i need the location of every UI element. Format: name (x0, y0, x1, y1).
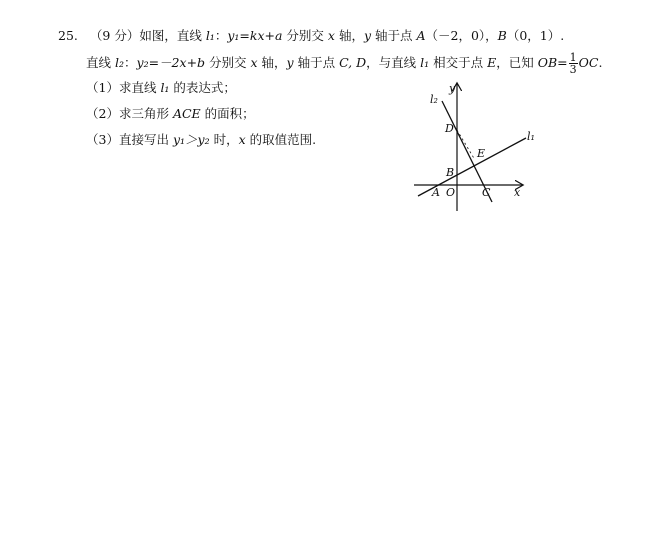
triangle-name: ACE (172, 106, 201, 121)
text: ， (485, 28, 498, 43)
segment-oc: OC (578, 55, 599, 70)
text: 如图，直线 (139, 28, 206, 43)
text: 轴于点 (293, 55, 340, 70)
text: . (560, 28, 565, 43)
text: 直接写出 (118, 132, 173, 147)
label-point-b: B (446, 166, 455, 179)
label-l2: l₂ (430, 93, 438, 106)
label-point-c: C (482, 186, 491, 199)
points-c-d: C, D (339, 55, 367, 70)
text: 分别交 (282, 28, 328, 43)
text: ： (214, 28, 228, 43)
problem-number: 25. (58, 28, 78, 43)
label-point-d: D (445, 122, 454, 135)
text: . (598, 55, 603, 70)
text: = (557, 55, 568, 70)
var-x: x (327, 28, 335, 43)
label-point-o: O (446, 186, 456, 199)
line-l1-ref: l₁ (160, 80, 170, 95)
text: 轴， (257, 55, 287, 70)
equation-l2: y₂=－2x+b (136, 55, 206, 70)
text: 分别交 (205, 55, 251, 70)
text: ，已知 (496, 55, 538, 70)
problem-score: （9 分） (89, 28, 140, 43)
var-y: y (286, 55, 294, 70)
var-y: y (363, 28, 372, 43)
text: 轴， (334, 28, 364, 43)
segment-ob: OB (537, 55, 558, 70)
label-l1: l₁ (527, 130, 535, 143)
equation-l1: y₁=kx+a (227, 28, 283, 43)
text: 轴于点 (371, 28, 417, 43)
var-x: x (250, 55, 258, 70)
fraction-denominator: 3 (569, 63, 577, 76)
text: ： (124, 55, 137, 70)
line-l2-name: l₂ (114, 55, 124, 70)
segment-de-dashed (457, 130, 475, 160)
text: 时， (209, 132, 239, 147)
point-b-name: B (497, 28, 507, 43)
question-label: （2） (86, 106, 119, 121)
question-label: （1） (86, 80, 119, 95)
var-x: x (238, 132, 246, 147)
point-e-name: E (487, 55, 497, 70)
line-l1-ref: l₁ (420, 55, 430, 70)
text: 求直线 (118, 80, 161, 95)
text: 的表达式； (169, 80, 236, 95)
point-b-coords: （0，1） (506, 28, 561, 43)
condition: y₁＞y₂ (172, 132, 210, 147)
label-point-a: A (432, 186, 440, 199)
text: ，与直线 (366, 55, 421, 70)
text: 的面积； (200, 106, 255, 121)
line-l1-name: l₁ (205, 28, 215, 43)
text: 相交于点 (429, 55, 488, 70)
label-y-axis: y (449, 82, 456, 95)
label-x-axis: x (514, 186, 521, 199)
text: 直线 (86, 55, 115, 70)
point-a-name: A (416, 28, 426, 43)
point-a-coords: （－2，0） (425, 28, 486, 43)
question-label: （3） (86, 132, 119, 147)
text: 的取值范围. (245, 132, 317, 147)
text: 求三角形 (118, 106, 173, 121)
label-point-e: E (477, 147, 486, 160)
fraction-numerator: 1 (569, 51, 577, 64)
